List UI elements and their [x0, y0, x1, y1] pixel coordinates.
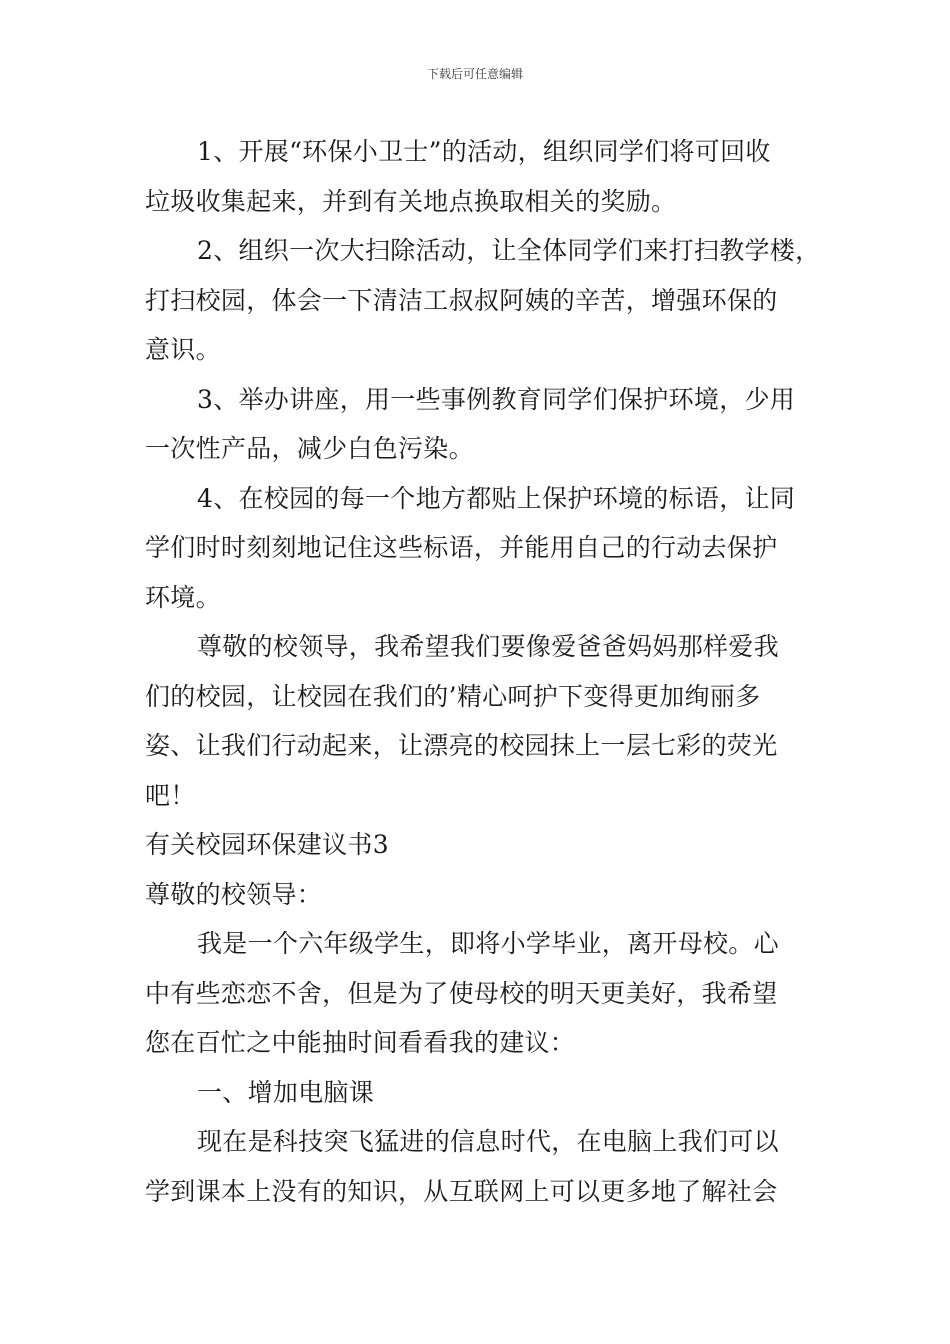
paragraph-line: 4、在校园的每一个地方都贴上保护环境的标语，让同 — [197, 483, 796, 513]
document-body — [145, 127, 820, 1216]
paragraph-line: 学们时时刻刻地记住这些标语，并能用自己的行动去保护 — [145, 533, 778, 562]
paragraph-line: 尊敬的校领导，我希望我们要像爱爸爸妈妈那样爱我 — [197, 632, 779, 661]
paragraph-line: 3、举办讲座，用一些事例教育同学们保护环境，少用 — [197, 384, 796, 414]
paragraph-line: 现在是科技突飞猛进的信息时代，在电脑上我们可以 — [197, 1127, 779, 1156]
subheading: 一、增加电脑课 — [197, 1077, 375, 1107]
paragraph-line: 中有些恋恋不舍，但是为了使母校的明天更美好，我希望 — [145, 978, 778, 1008]
paragraph-line: 您在百忙之中能抽时间看看我的建议： — [145, 1028, 576, 1057]
paragraph-line: 1、开展“环保小卫士”的活动，组织同学们将可回收 — [197, 137, 771, 166]
paragraph-line: 我是一个六年级学生，即将小学毕业，离开母校。心 — [197, 929, 779, 958]
header-note: 下载后可任意编辑 — [426, 67, 523, 81]
paragraph-line: 环境。 — [145, 582, 221, 612]
section-title: 有关校园环保建议书3 — [145, 830, 389, 859]
paragraph-line: 姿、让我们行动起来，让漂亮的校园抹上一层七彩的荧光 — [145, 731, 778, 760]
paragraph-line: 吧！ — [145, 780, 196, 810]
paragraph-line: 们的校园，让校园在我们的’精心呵护下变得更加绚丽多 — [145, 681, 761, 711]
paragraph-line: 一次性产品，减少白色污染。 — [145, 434, 474, 463]
salutation: 尊敬的校领导： — [145, 879, 323, 909]
paragraph-line: 意识。 — [145, 335, 221, 364]
paragraph-line: 2、组织一次大扫除活动，让全体同学们来打扫教学楼， — [197, 236, 821, 265]
paragraph-line: 打扫校园，体会一下清洁工叔叔阿姨的辛苦，增强环保的 — [145, 285, 778, 315]
paragraph-line: 垃圾收集起来，并到有关地点换取相关的奖励。 — [145, 186, 677, 216]
paragraph-line: 学到课本上没有的知识，从互联网上可以更多地了解社会 — [145, 1176, 778, 1206]
